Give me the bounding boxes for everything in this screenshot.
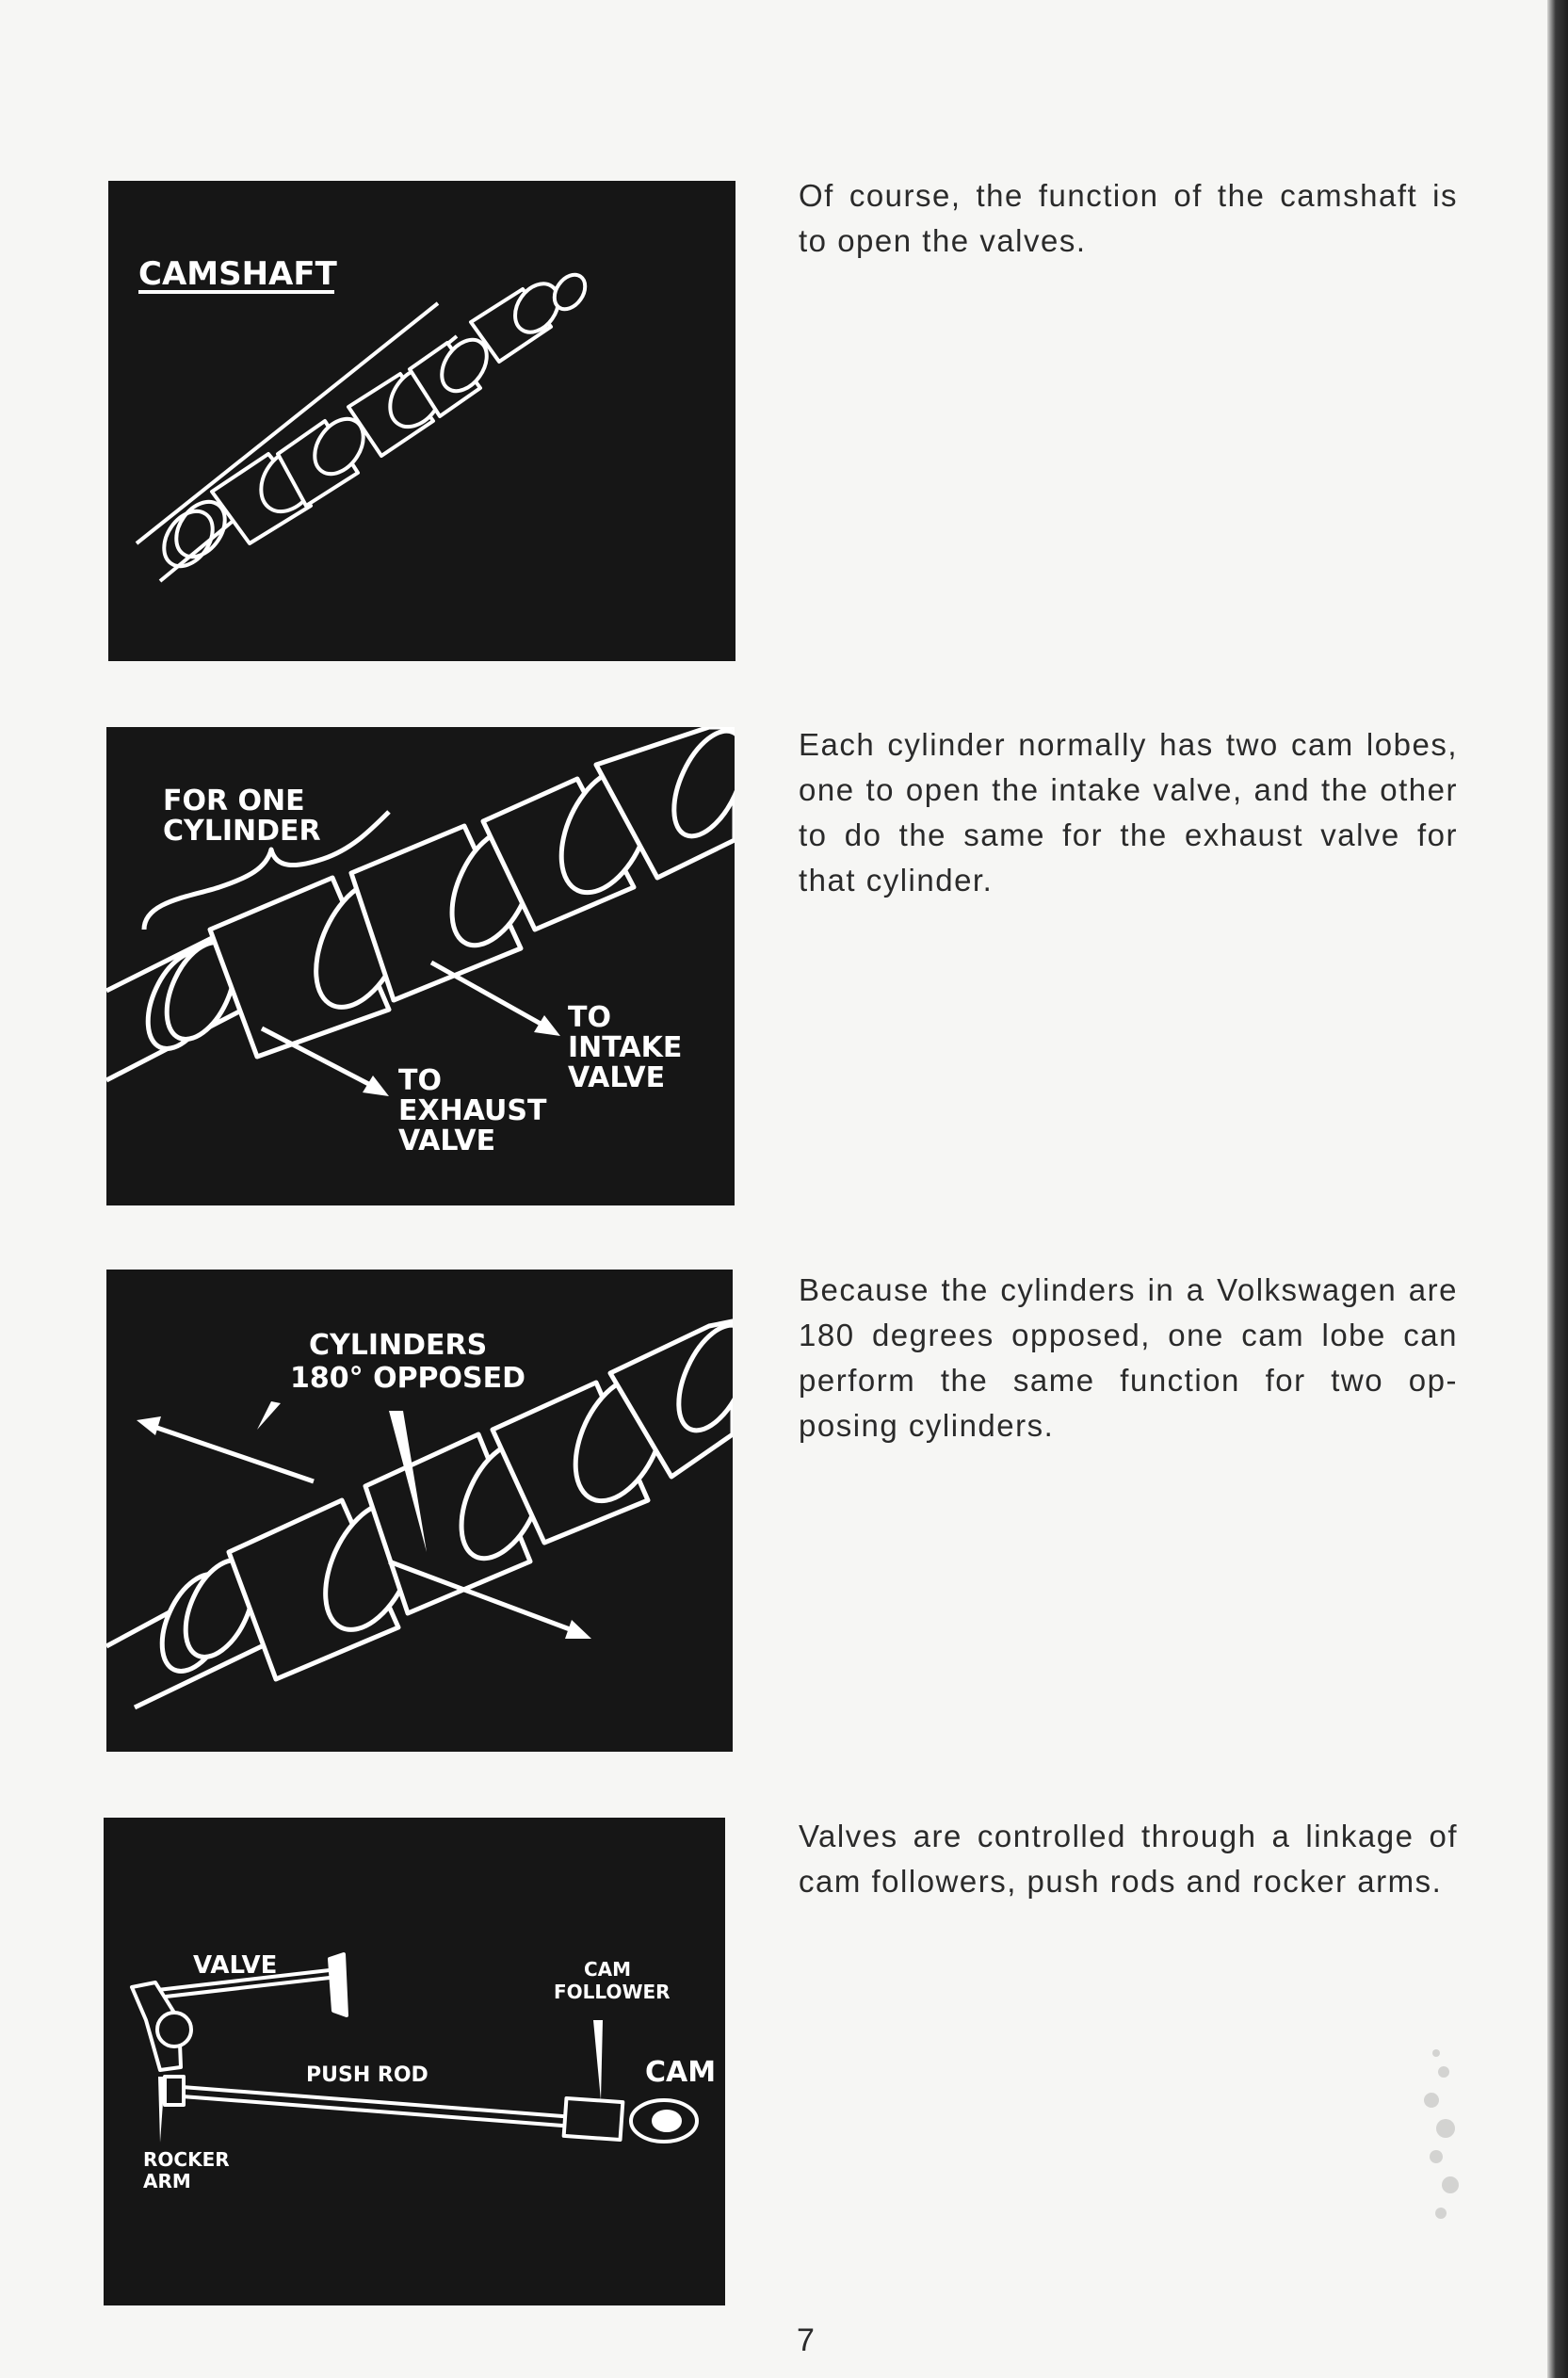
for-one-label: FOR ONE — [163, 785, 305, 817]
cylinder-label: CYLINDER — [163, 815, 321, 848]
to-exhaust-label-3: VALVE — [398, 1124, 496, 1157]
camshaft-caption: Of course, the function of the camshaft is to open the valves. — [799, 178, 1458, 258]
camshaft-illustration — [108, 181, 736, 661]
camshaft-drawing — [108, 181, 736, 661]
paper-stain — [1408, 2034, 1474, 2241]
cam-follower-label-1: CAM — [584, 1958, 632, 1981]
opposed-label: 180° OPPOSED — [290, 1362, 526, 1395]
cam-label: CAM — [645, 2056, 717, 2089]
to-exhaust-label-2: EXHAUST — [398, 1094, 547, 1127]
valve-linkage-illustration — [104, 1818, 725, 2305]
to-intake-label-3: VALVE — [568, 1061, 666, 1094]
arm-label: ARM — [143, 2170, 191, 2192]
rocker-label: ROCKER — [143, 2148, 230, 2171]
book-spine-shadow — [1547, 0, 1568, 2378]
page-number: 7 — [797, 2322, 815, 2358]
linkage-caption: Valves are controlled through a linkage of cam followers, push rods and rocker arms. — [799, 1819, 1458, 1899]
camshaft-label: CAMSHAFT — [138, 255, 337, 293]
opposed-cylinders-illustration — [106, 1270, 733, 1752]
valve-linkage-drawing — [104, 1818, 725, 2305]
opposed-caption: Because the cylinders in a Volkswagen are 180 degrees opposed, one cam lobe can perform the same function for two op-posing cylinders. — [799, 1272, 1458, 1443]
one-cylinder-illustration — [106, 727, 735, 1205]
valve-label: VALVE — [193, 1951, 278, 1980]
cylinders-label: CYLINDERS — [309, 1329, 488, 1362]
opposed-cylinders-drawing — [106, 1270, 733, 1752]
to-intake-label-2: INTAKE — [568, 1031, 683, 1064]
one-cylinder-caption: Each cylinder normally has two cam lobes, one to open the intake valve, and the other to do the same for the exhaust valve for that cylinder. — [799, 727, 1458, 898]
to-intake-label-1: TO — [568, 1001, 611, 1034]
push-rod-label: PUSH ROD — [306, 2063, 428, 2087]
cam-follower-label-2: FOLLOWER — [554, 1981, 671, 2003]
to-exhaust-label-1: TO — [398, 1064, 442, 1097]
one-cylinder-drawing — [106, 727, 735, 1205]
